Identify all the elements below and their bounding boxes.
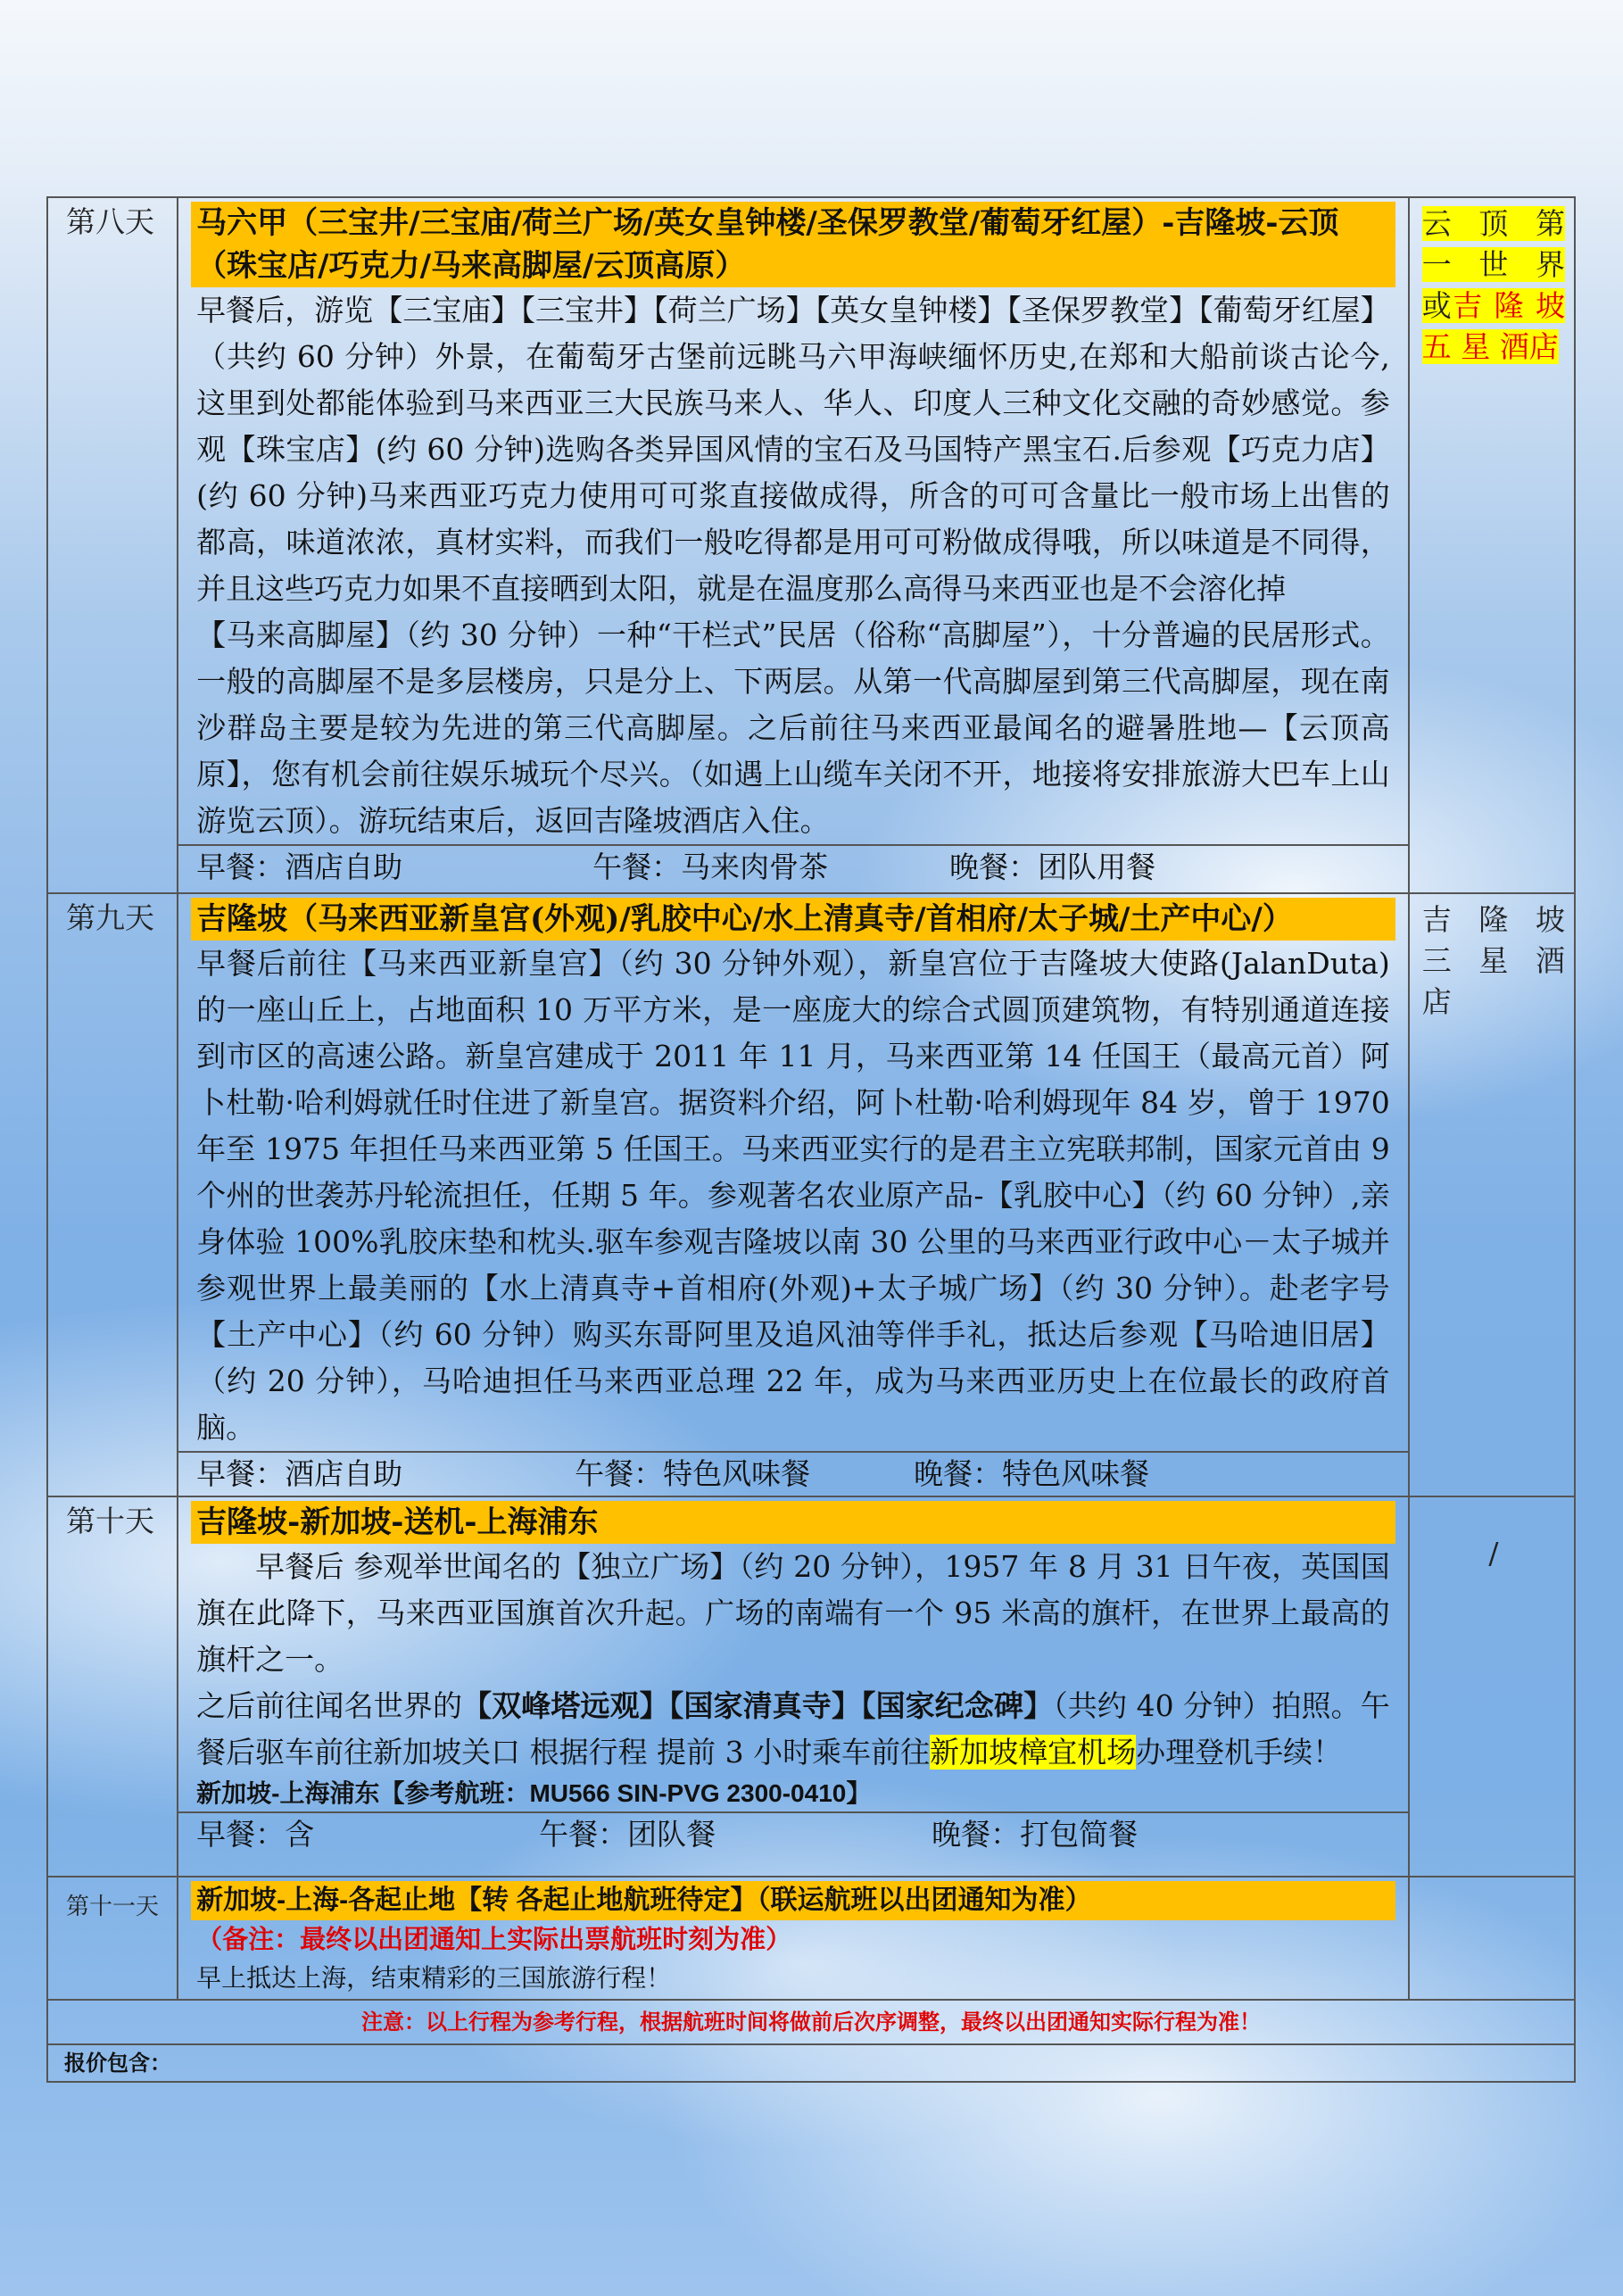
day9-meals: [178, 1451, 1408, 1496]
day10-content: [178, 1496, 1409, 1877]
day10-dinner: 晚餐：打包简餐: [932, 1817, 1139, 1852]
quote-row: [47, 2044, 1575, 2082]
day9-row: [47, 893, 1575, 1496]
day9-title: 吉隆坡（马来西亚新皇宫(外观)/乳胶中心/水上清真寺/首相府/太子城/土产中心/）: [191, 898, 1395, 941]
day11-content: [178, 1877, 1409, 2000]
day10-row: [47, 1496, 1575, 1877]
day10-meals: [178, 1811, 1408, 1856]
day8-breakfast: 早餐：酒店自助: [196, 850, 403, 884]
day10-lunch: 午餐：团队餐: [539, 1817, 716, 1852]
quote-includes-label: 报价包含：: [47, 2044, 1575, 2082]
day9-content: [178, 893, 1409, 1496]
day9-para1: 早餐后前往【马来西亚新皇宫】（约 30 分钟外观），新皇宫位于吉隆坡大使路(JalanDuta)的一座山丘上，占地面积 10 万平方米，是一座庞大的综合式圆顶建筑物，有特别通道连接到市区的高速公路。新皇宫建成于 2011 年 11 月，马来西亚第 14 任国王（最高元首）阿卜杜勒·哈利姆就任时住进了新皇宫。据资料介绍，阿卜杜勒·哈利姆现年 84 岁，曾于 1970 年至 1975 年担任马来西亚第 5 任国王。马来西亚实行的是君主立宪联邦制，国家元首由 9 个州的世袭苏丹轮流担任，任期 5 年。参观著名农业原产品-【乳胶中心】（约 60 分钟）,亲身体验 100%乳胶床垫和枕头.驱车参观吉隆坡以南 30 公里的马来西亚行政中心－太子城并参观世界上最美丽的【水上清真寺+首相府(外观)+太子城广场】（约 30 分钟）。赴老字号【土产中心】（约 60 分钟）购买东哥阿里及追风油等伴手礼，抵达后参观【马哈迪旧居】（约 20 分钟），马哈迪担任马来西亚总理 22 年，成为马来西亚历史上在位最长的政府首脑。: [196, 946, 1390, 1445]
day10-highlights: 【双峰塔远观】【国家清真寺】【国家纪念碑】: [462, 1689, 1054, 1722]
itinerary-table: [46, 196, 1576, 2083]
day9-hotel: 吉 隆 坡 三 星 酒 店: [1409, 893, 1575, 1496]
day10-airport: 新加坡樟宜机场: [930, 1735, 1137, 1770]
day10-breakfast: 早餐：含: [196, 1817, 315, 1852]
day9-label: 第九天: [47, 893, 178, 1496]
day8-para2: 【马来高脚屋】（约 30 分钟）一种“干栏式”民居（俗称“高脚屋”），十分普遍的民居形式。一般的高脚屋不是多层楼房，只是分上、下两层。从第一代高脚屋到第三代高脚屋，现在南沙群岛主要是较为先进的第三代高脚屋。之后前往马来西亚最闻名的避暑胜地—【云顶高原】，您有机会前往娱乐城玩个尽兴。（如遇上山缆车关闭不开，地接将安排旅游大巴车上山游览云顶）。游玩结束后，返回吉隆坡酒店入住。: [196, 618, 1390, 838]
day8-hotel-option-a: 云 顶 第 一 世 界 或: [1421, 206, 1565, 323]
day11-row: [47, 1877, 1575, 2000]
day8-meals: [178, 844, 1408, 889]
day10-para2-a: 之后前往闻名世界的: [196, 1688, 463, 1723]
itinerary-notice: 注意：以上行程为参考行程，根据航班时间将做前后次序调整，最终以出团通知实际行程为准！: [47, 2000, 1575, 2044]
day10-para2-c: （共约 40 分钟）拍照。午餐后驱车前往新加坡关口 根据行程 提前 3 小时乘车前往: [196, 1688, 1390, 1770]
notice-row: [47, 2000, 1575, 2044]
day9-dinner: 晚餐：特色风味餐: [914, 1456, 1150, 1491]
day8-hotel-option-b: 吉 隆 坡 五 星 酒店: [1421, 288, 1565, 364]
day11-text: 早上抵达上海，结束精彩的三国旅游行程！: [196, 1964, 672, 1992]
day8-lunch: 午餐：马来肉骨茶: [592, 850, 829, 884]
day10-para1: 早餐后 参观举世闻名的【独立广场】（约 20 分钟），1957 年 8 月 31 日午夜，英国国旗在此降下，马来西亚国旗首次升起。广场的南端有一个 95 米高的旗杆，在世界上最高的旗杆之一。: [196, 1549, 1390, 1677]
day11-label: 第十一天: [47, 1877, 178, 2000]
day11-note: （备注：最终以出团通知上实际出票航班时刻为准）: [196, 1926, 792, 1954]
day11-title: 新加坡-上海-各起止地【转 各起止地航班待定】（联运航班以出团通知为准）: [191, 1881, 1395, 1920]
day8-content: [178, 197, 1409, 893]
day10-flight: 新加坡-上海浦东【参考航班：MU566 SIN-PVG 2300-0410】: [196, 1779, 872, 1807]
day10-title: 吉隆坡-新加坡-送机-上海浦东: [191, 1501, 1395, 1544]
day9-breakfast: 早餐：酒店自助: [196, 1456, 403, 1491]
day8-para1: 早餐后，游览【三宝庙】【三宝井】【荷兰广场】【英女皇钟楼】【圣保罗教堂】【葡萄牙红屋】（共约 60 分钟）外景，在葡萄牙古堡前远眺马六甲海峡缅怀历史,在郑和大船前谈古论今,这里到处都能体验到马来西亚三大民族马来人、华人、印度人三种文化交融的奇妙感觉。参观【珠宝店】(约 60 分钟)选购各类异国风情的宝石及马国特产黑宝石.后参观【巧克力店】(约 60 分钟)马来西亚巧克力使用可可浆直接做成得，所含的可可含量比一般市场上出售的都高，味道浓浓，真材实料，而我们一般吃得都是用可可粉做成得哦，所以味道是不同得，并且这些巧克力如果不直接晒到太阳，就是在温度那么高得马来西亚也是不会溶化掉: [196, 293, 1390, 606]
day8-dinner: 晚餐：团队用餐: [949, 850, 1156, 884]
day10-hotel: /: [1409, 1496, 1575, 1877]
day8-label: 第八天: [47, 197, 178, 893]
day8-hotel: [1409, 197, 1575, 893]
day10-para2: [191, 1683, 1395, 1776]
day11-hotel: [1409, 1877, 1575, 2000]
day9-lunch: 午餐：特色风味餐: [575, 1456, 811, 1491]
day8-row: [47, 197, 1575, 893]
day10-label: 第十天: [47, 1496, 178, 1877]
day10-para2-e: 办理登机手续！: [1136, 1735, 1343, 1770]
day8-title: 马六甲（三宝井/三宝庙/荷兰广场/英女皇钟楼/圣保罗教堂/葡萄牙红屋）-吉隆坡-云顶（珠宝店/巧克力/马来高脚屋/云顶高原）: [191, 202, 1395, 287]
